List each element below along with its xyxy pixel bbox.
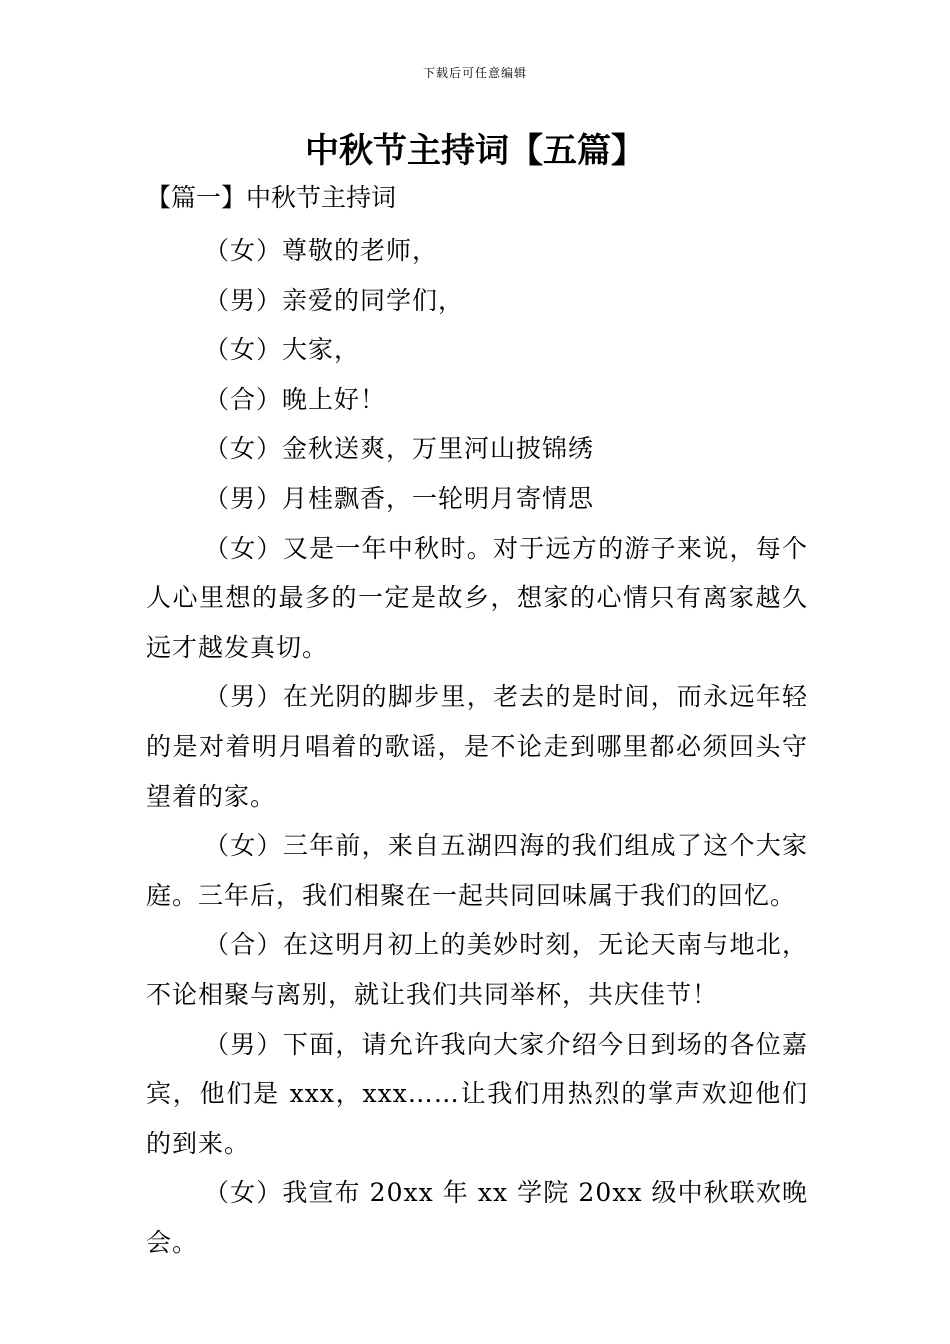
script-line: （女）大家， xyxy=(204,335,361,365)
document-title: 中秋节主持词【五篇】 xyxy=(305,131,645,171)
script-line: （女）金秋送爽，万里河山披锦绣 xyxy=(204,434,595,464)
page-header-note: 下载后可任意编辑 xyxy=(422,66,527,80)
script-paragraph: （男）在光阴的脚步里，老去的是时间，而永远年轻的是对着明月唱着的歌谣，是不论走到哪里都必须回头守望着的家。 xyxy=(146,682,808,811)
script-line: （合）晚上好！ xyxy=(204,384,387,414)
section-heading: 【篇一】中秋节主持词 xyxy=(146,183,397,212)
script-paragraph: （合）在这明月初上的美妙时刻，无论天南与地北，不论相聚与离别，就让我们共同举杯，共庆佳节！ xyxy=(146,930,808,1009)
script-paragraph: （女）又是一年中秋时。对于远方的游子来说，每个人心里想的最多的一定是故乡，想家的心情只有离家越久远才越发真切。 xyxy=(146,533,808,662)
script-body xyxy=(146,226,808,1267)
script-line: （女）我宣布 20xx 年 xx 学院 20xx 级中秋联欢晚会。 xyxy=(146,1178,808,1257)
script-paragraph: （女）三年前，来自五湖四海的我们组成了这个大家庭。三年后，我们相聚在一起共同回味属于我们的回忆。 xyxy=(146,831,808,910)
script-paragraph: （男）下面，请允许我向大家介绍今日到场的各位嘉宾，他们是 xxx，xxx……让我们用热烈的掌声欢迎他们的到来。 xyxy=(146,1029,808,1158)
script-line: （男）月桂飘香，一轮明月寄情思 xyxy=(204,483,595,513)
script-line: （男）亲爱的同学们， xyxy=(204,285,465,315)
script-line: （女）尊敬的老师， xyxy=(204,236,439,265)
